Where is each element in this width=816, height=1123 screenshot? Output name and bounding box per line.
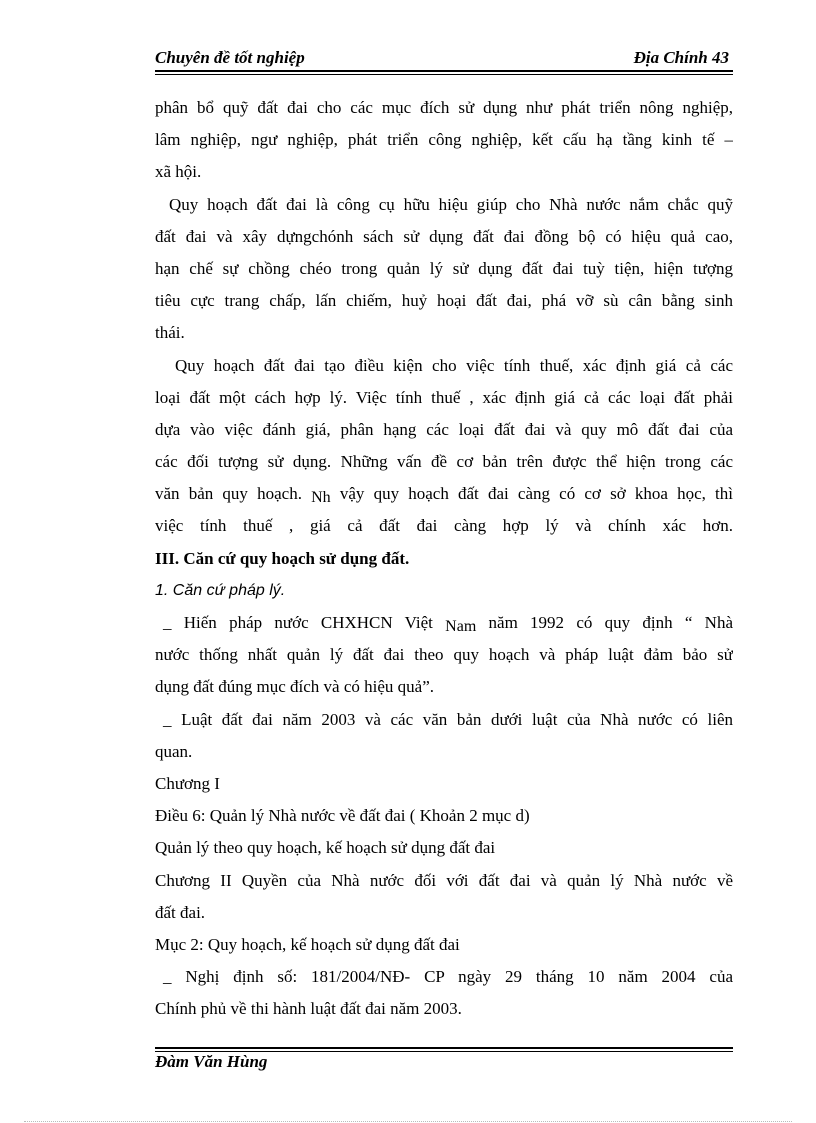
text-fragment: năm 1992 có quy định “ Nhà [488, 613, 733, 632]
text-line: quan. [155, 741, 193, 761]
subsection-heading: 1. Căn cứ pháp lý. [155, 581, 286, 599]
text-line: Quy hoạch đất đai là công cụ hữu hiệu giúp cho Nhà nước nắm chắc quỹ [169, 194, 733, 214]
text-line: Chương II Quyền của Nhà nước đối với đất đai và quản lý Nhà nước về [155, 870, 733, 890]
document-body [155, 92, 733, 1025]
text-line: Quản lý theo quy hoạch, kế hoạch sử dụng đất đai [155, 838, 496, 858]
text-line: Chương I [155, 773, 220, 793]
text-line: Quy hoạch đất đai tạo điều kiện cho việc tính thuế, xác định giá cả các [175, 355, 733, 375]
header-title-left: Chuyên đề tốt nghiệp [155, 48, 305, 67]
page-header [155, 48, 733, 70]
text-line: hạn chế sự chồng chéo trong quản lý sử dụng đất đai tuỳ tiện, hiện tượng [155, 258, 733, 278]
text-line-with-subscript [155, 478, 733, 510]
page-bottom-dotted-border [24, 1121, 792, 1122]
text-line: dụng đất đúng mục đích và có hiệu quả”. [155, 677, 435, 697]
header-rule-thick [155, 70, 733, 72]
footer-rule-thick [155, 1047, 733, 1049]
text-fragment: _ Hiến pháp nước CHXHCN Việt [163, 613, 433, 632]
section-heading: III. Căn cứ quy hoạch sử dụng đất. [155, 548, 410, 568]
text-line: thái. [155, 323, 185, 343]
text-line: Mục 2: Quy hoạch, kế hoạch sử dụng đất đai [155, 934, 460, 954]
text-fragment: văn bản quy hoạch. [155, 484, 302, 504]
text-line: các đối tượng sử dụng. Những vấn đề cơ bản trên được thể hiện trong các [155, 452, 733, 472]
text-line: đất đai và xây dựngchónh sách sử dụng đất đai đồng bộ có hiệu quả cao, [155, 226, 733, 246]
text-line: dựa vào việc đánh giá, phân hạng các loại đất đai và quy mô đất đai của [155, 419, 733, 439]
text-line: nước thống nhất quản lý đất đai theo quy hoạch và pháp luật đảm bảo sử [155, 645, 733, 665]
footer-author: Đàm Văn Hùng [155, 1052, 268, 1071]
text-line-with-subscript [155, 607, 733, 639]
text-line: đất đai. [155, 902, 206, 922]
text-line: phân bổ quỹ đất đai cho các mục đích sử dụng như phát triển nông nghiệp, [155, 98, 733, 117]
text-line: Chính phủ về thi hành luật đất đai năm 2003. [155, 999, 462, 1019]
text-line: loại đất một cách hợp lý. Việc tính thuế , xác định giá cả các loại đất phải [155, 387, 733, 407]
subscript-fragment: Nh [311, 489, 331, 507]
text-line: việc tính thuế , giá cả đất đai càng hợp lý và chính xác hơn. [155, 516, 733, 536]
text-fragment: vậy quy hoạch đất đai càng có cơ sở khoa học, thì [339, 484, 733, 504]
text-line: xã hội. [155, 162, 202, 182]
text-line: Điều 6: Quản lý Nhà nước về đất đai ( Khoản 2 mục d) [155, 806, 530, 826]
text-line: lâm nghiệp, ngư nghiệp, phát triển công nghiệp, kết cấu hạ tầng kinh tế – [155, 130, 733, 150]
header-rule-thin [155, 74, 733, 75]
subscript-fragment: Nam [445, 618, 477, 635]
text-line: _ Nghị định số: 181/2004/NĐ- CP ngày 29 tháng 10 năm 2004 của [163, 967, 733, 987]
text-line: _ Luật đất đai năm 2003 và các văn bản dưới luật của Nhà nước có liên [163, 709, 733, 729]
header-title-right: Địa Chính 43 [633, 48, 729, 67]
text-line: tiêu cực trang chấp, lấn chiếm, huỷ hoại đất đai, phá vỡ sù cân bằng sinh [155, 291, 733, 311]
